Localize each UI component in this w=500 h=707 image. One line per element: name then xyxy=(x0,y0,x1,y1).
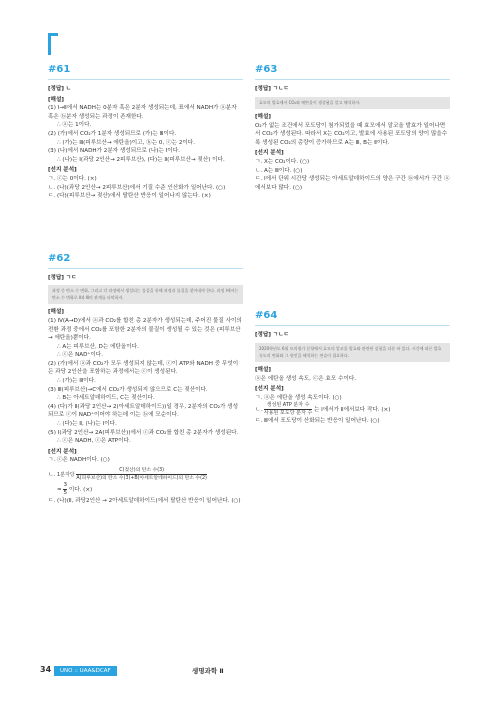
expl-line: (1) Ⅰ→Ⅱ에서 NADH는 0분자 혹은 2분자 생성되는데, 표에서 NADH가 ⓐ분자 혹은 ⓑ분자 생성되는 과정이 존재한다. xyxy=(48,105,237,120)
expl-line: ∴ (나)는 Ⅰ(과당 2인산→ 2피루브산), (다)는 Ⅱ(피루브산→ 젖산) 이다. xyxy=(57,156,225,163)
choice-prefix: ㄴ. xyxy=(48,472,56,478)
expl-line: (2) (가)에서 CO₂가 1분자 생성되므로 (가)는 Ⅲ이다. xyxy=(48,130,177,137)
choice-line-fraction xyxy=(255,402,450,417)
page-footer xyxy=(40,666,460,676)
expl-line: ∴ ⓐ는 1이다. xyxy=(57,122,92,129)
expl-paragraph: ⓐ은 에탄올 생성 속도, ⓒ은 효모 수이다. xyxy=(255,375,357,382)
fraction-numerator: 생성된 ATP 분자 수 xyxy=(264,402,312,410)
answer-value: ㄱㄴㄷ xyxy=(272,332,289,339)
expl-line: ∴ A는 피루브산, D는 에탄올이다. xyxy=(57,343,139,350)
choice-line: ㄱ. ⓒ는 0이다. (×) xyxy=(48,175,97,182)
expl-line: (1) Ⅳ(A→D)에서 ⓐ과 CO₂를 합친 총 2분자가 생성되는데, 주어진 물질 사이의 전환 과정 중에서 CO₂를 포함한 2분자의 물질이 생성될 수 있는 것은 (피루브산→ 에탄올)뿐이다. xyxy=(48,317,242,342)
answer-label: [정답] xyxy=(255,86,271,92)
fraction-denominator: 사용된 포도당 분자 수 xyxy=(263,410,313,417)
atp-fraction xyxy=(264,402,312,417)
fraction-numerator: C(젖산)의 탄소 수(3) xyxy=(76,467,206,475)
page-number: 34 xyxy=(40,665,52,674)
corner-mark xyxy=(48,33,58,55)
explanation-label: [해설] xyxy=(48,96,64,103)
expl-paragraph: O₂가 없는 조건에서 포도당이 첨가되었을 때 효모에서 알코올 발효가 일어나면서 CO₂가 생성된다. 따라서 X는 CO₂이고, 발효에 사용된 포도당의 양이 많을수록 생성된 CO₂의 총량이 증가하므로 A는 Ⅲ, B는 Ⅱ이다. xyxy=(255,122,448,146)
expl-line: (2) (가)에서 ⓐ과 CO₂가 모두 생성되지 않는데, ⓒ이 ATP와 NADH 중 무엇이든 과당 2인산을 포함하는 과정에서는 ⓒ이 생성된다. xyxy=(48,360,239,376)
choice-line-fraction xyxy=(48,467,243,482)
expl-line: ∴ (가)는 Ⅲ이다. xyxy=(57,378,96,385)
question-number: #64 xyxy=(255,310,278,322)
divider xyxy=(48,268,243,269)
choice-line: ㄱ. ⓒ은 NADH이다. (○) xyxy=(48,457,110,464)
choice-line: ㄷ. (나)(Ⅱ, 과당2인산 → 2아세트알데하이드)에서 탈탄산 반응이 일어난다. (○) xyxy=(48,498,241,504)
result-fraction xyxy=(63,482,67,497)
left-column xyxy=(48,64,243,506)
per-molecule-label: 1분자당 xyxy=(56,472,75,478)
choice-prefix: ㄴ. xyxy=(255,407,263,414)
choice-line: ㄴ. A는 Ⅲ이다. (○) xyxy=(255,167,303,174)
expl-line: ∴ ⓒ은 NADH, ⓒ은 ATP이다. xyxy=(57,438,131,445)
expl-line: ∴ B는 아세트알데하이드, C는 젖산이다. xyxy=(57,395,155,402)
question-number: #63 xyxy=(255,64,278,75)
question-62 xyxy=(48,253,243,506)
question-number: #61 xyxy=(48,64,71,75)
choice-result xyxy=(48,482,243,497)
question-61 xyxy=(48,64,243,201)
expl-line: ∴ ⓒ은 NAD⁺이다. xyxy=(57,352,103,359)
choice-label: [선지 분석] xyxy=(48,448,77,455)
result-prefix: = xyxy=(57,487,62,493)
expl-line: (3) (나)에서 NADH가 2분자 생성되므로 (나)는 Ⅰ이다. xyxy=(48,148,180,155)
result-suffix: 이다. (×) xyxy=(68,487,93,493)
expl-line: (3) Ⅲ(피루브산)→C에서 CO₂가 생성되지 않으므로 C는 젖산이다. xyxy=(48,386,208,393)
explanation-label: [해설] xyxy=(255,367,271,374)
choice-suffix: 는 Ⅰ에서가 Ⅱ에서보다 작다. (×) xyxy=(314,407,391,414)
explanation-label: [해설] xyxy=(255,114,271,121)
answer-value: ㄴ xyxy=(65,86,72,92)
series-badge: UNO :: UAA&DCAF xyxy=(54,666,117,676)
choice-line: ㄱ. ⓐ은 에탄올 생성 속도이다. (○) xyxy=(255,394,342,401)
choice-line: ㄴ. (나)(과당 2인산→ 2피루브산)에서 기질 수준 인산화가 일어난다. (○) xyxy=(48,184,226,191)
note-box: 효모의 발효에서 CO₂와 에탄올이 생성됨을 알고 해석하자. xyxy=(255,97,450,110)
choice-line: ㄷ. Ⅰ에서 단위 시간당 생성되는 아세트알데하이드의 양은 구간 ⓑ에서가 구간 ⓐ에서보다 많다. (○) xyxy=(255,176,450,191)
note-box: 과정 중 탄소 수 변화, 그리고 각 과정에서 생성되는 물질을 통해 과정과 물질을 찾아내야 한다. 과정 Ⅰ에서는 탄소 수 변화로 Ⅱ과 Ⅲ의 관계를 파악하자. xyxy=(48,285,243,304)
answer-label: [정답] xyxy=(48,274,64,281)
result-denominator: 5 xyxy=(63,490,68,496)
expl-line: (5) Ⅰ(과당 2인산→ 2A(피루브산))에서 ⓒ과 CO₂를 합친 총 2분자가 생성된다. xyxy=(48,429,239,436)
divider xyxy=(255,79,450,80)
expl-line: ∴ (가)는 Ⅲ(피루브산→ 에탄올)이고, ⓑ는 0, ⓒ는 2이다. xyxy=(57,139,195,146)
choice-line: ㄷ. Ⅲ에서 포도당이 산화되는 반응이 일어난다. (○) xyxy=(255,418,380,425)
question-number: #62 xyxy=(48,252,71,264)
result-numerator: 3 xyxy=(63,482,68,488)
question-64 xyxy=(255,310,450,426)
choice-label: [선지 분석] xyxy=(255,386,284,393)
choice-line: ㄷ. (다)(피루브산→ 젖산)에서 탈탄산 반응이 일어나지 않는다. (×) xyxy=(48,193,211,200)
choice-line: ㄱ. X는 CO₂이다. (○) xyxy=(255,159,310,166)
subject-title: 생명과학 Ⅱ xyxy=(192,667,224,675)
answer-label: [정답] xyxy=(255,332,271,339)
expl-line: ∴ (다)는 Ⅱ, (나)는 Ⅰ이다. xyxy=(57,421,117,428)
answer-value: ㄱㄴㄷ xyxy=(272,86,289,92)
answer-value: ㄱㄷ xyxy=(65,274,77,281)
choice-label: [선지 분석] xyxy=(255,150,284,157)
divider xyxy=(255,325,450,326)
right-column xyxy=(255,64,450,426)
answer-label: [정답] xyxy=(48,86,64,92)
explanation-label: [해설] xyxy=(48,309,64,316)
expl-line: (4) (다)가 Ⅱ(과당 2인산→ 2(아세트알데하이드))일 경우, 2분자의 CO₂가 생성되므로 ⓒ이 NAD⁺이어야 하는데 이는 ⓑ에 모순이다. xyxy=(48,403,238,419)
carbon-fraction xyxy=(76,467,206,482)
note-box: 2020학년도 6월 모의평가 문항에서 효모의 알코올 발효와 관련된 실험을 다룬 바 있다. 시간에 따른 발효 속도의 변화와 그 원인을 해석하는 연습이 필요하다. xyxy=(255,343,450,362)
fraction-denominator: A(피루브산)의 탄소 수(3)+B(아세트알데하이드)의 탄소 수(2) xyxy=(76,476,207,481)
choice-label: [선지 분석] xyxy=(48,167,77,174)
divider xyxy=(48,79,243,80)
question-63 xyxy=(255,64,450,192)
